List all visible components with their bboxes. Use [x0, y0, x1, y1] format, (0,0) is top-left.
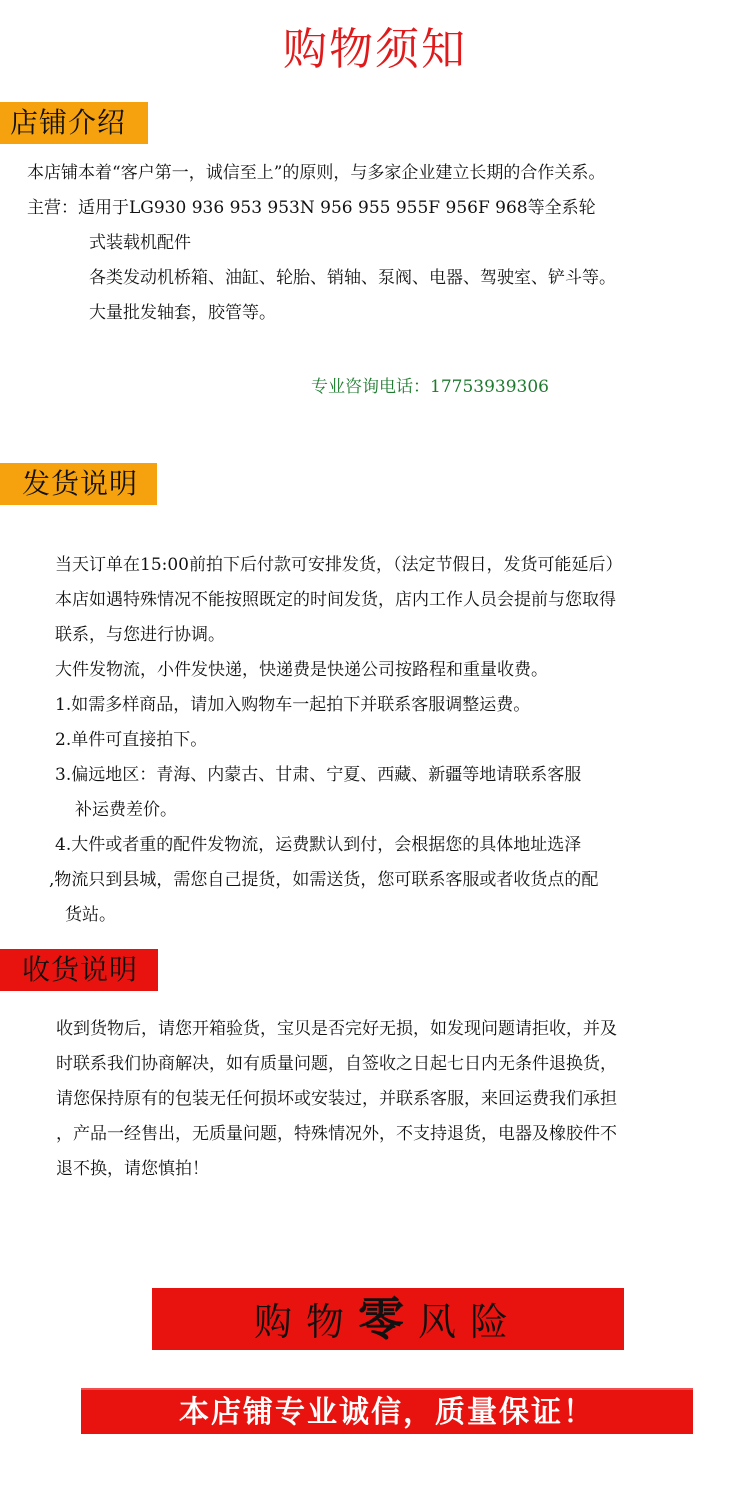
consult-hotline: 专业咨询电话：17753939306	[311, 377, 549, 397]
shipping-line: 补运费差价。	[75, 800, 177, 820]
receiving-line: 时联系我们协商解决，如有质量问题，自签收之日起七日内无条件退换货，	[56, 1054, 617, 1074]
shipping-line: 大件发物流，小件发快递，快递费是快递公司按路程和重量收费。	[55, 660, 548, 680]
shop-intro-line: 大量批发轴套，胶管等。	[89, 303, 276, 323]
banner-text-part2: 风险	[418, 1300, 523, 1344]
integrity-banner: 本店铺专业诚信，质量保证！	[81, 1388, 693, 1434]
shop-intro-text	[27, 156, 616, 331]
shipping-line: 货站。	[65, 905, 116, 925]
receiving-text	[56, 1012, 617, 1187]
receiving-line: 退不换，请您慎拍！	[56, 1159, 209, 1179]
receiving-line: 请您保持原有的包装无任何损坏或安装过，并联系客服，来回运费我们承担	[56, 1089, 617, 1109]
shop-intro-line: 主营：适用于LG930 936 953 953N 956 955 955F 956F 968等全系轮	[27, 198, 596, 218]
section-header-shop-intro: 店铺介绍	[0, 102, 148, 144]
receiving-line: ，产品一经售出，无质量问题，特殊情况外，不支持退货，电器及橡胶件不	[56, 1124, 617, 1144]
section-header-receiving: 收货说明	[0, 949, 158, 991]
shipping-line: 本店如遇特殊情况不能按照既定的时间发货，店内工作人员会提前与您取得	[55, 590, 616, 610]
banner-text-part1: 购物	[253, 1300, 358, 1344]
shipping-line: 联系，与您进行协调。	[55, 625, 225, 645]
shipping-line: 2.单件可直接拍下。	[55, 730, 208, 750]
shop-intro-line: 各类发动机桥箱、油缸、轮胎、销轴、泵阀、电器、驾驶室、铲斗等。	[89, 268, 616, 288]
shipping-line: 4.大件或者重的配件发物流，运费默认到付，会根据您的具体地址选泽	[55, 835, 582, 855]
banner-text-zero: 零	[358, 1292, 418, 1346]
shipping-line: 当天订单在15:00前拍下后付款可安排发货，（法定节假日，发货可能延后）	[55, 555, 623, 575]
shop-intro-line: 本店铺本着“客户第一，诚信至上”的原则，与多家企业建立长期的合作关系。	[27, 163, 606, 183]
section-header-shipping: 发货说明	[0, 463, 157, 505]
zero-risk-banner	[152, 1288, 624, 1350]
shipping-line: 1.如需多样商品，请加入购物车一起拍下并联系客服调整运费。	[55, 695, 531, 715]
shipping-line: ,物流只到县城，需您自己提货，如需送货，您可联系客服或者收货点的配	[49, 870, 599, 890]
page-title: 购物须知	[283, 24, 467, 75]
receiving-line: 收到货物后，请您开箱验货，宝贝是否完好无损，如发现问题请拒收，并及	[56, 1019, 617, 1039]
shop-intro-line: 式装载机配件	[89, 233, 191, 253]
shipping-line: 3.偏远地区：青海、内蒙古、甘肃、宁夏、西藏、新疆等地请联系客服	[55, 765, 582, 785]
shipping-text	[49, 548, 623, 933]
